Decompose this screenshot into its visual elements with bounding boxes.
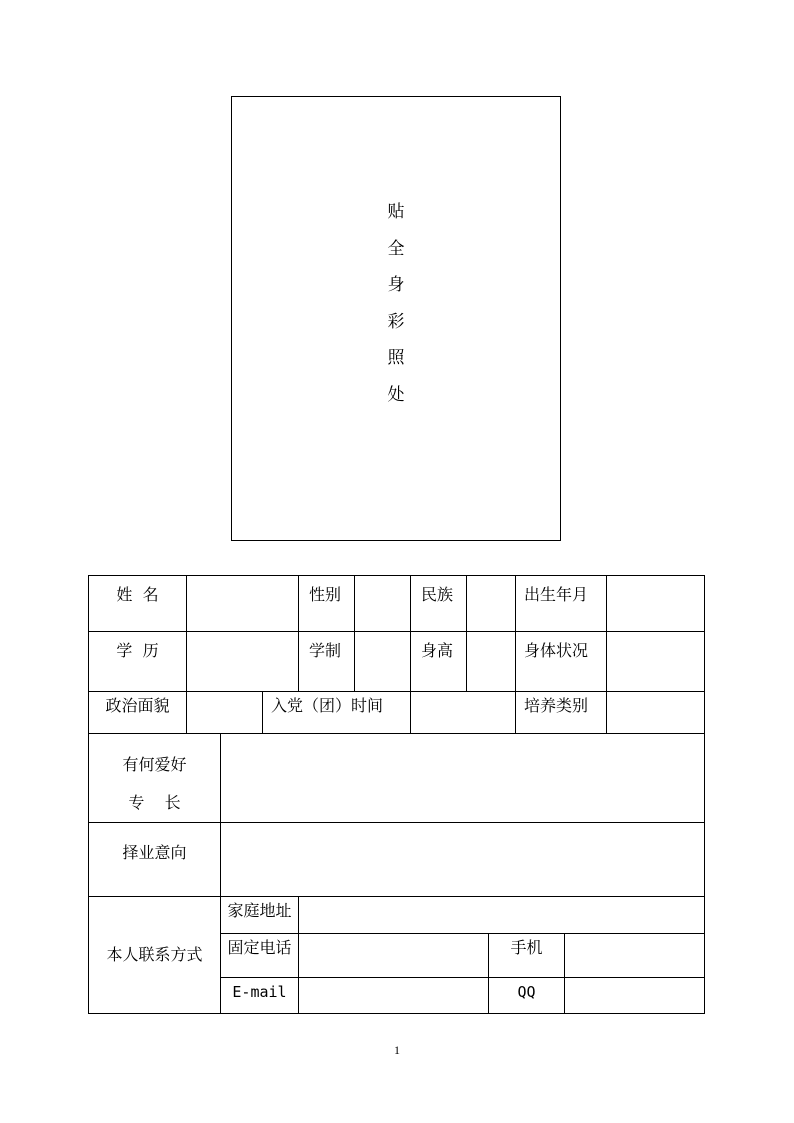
- education-label: 学 历: [89, 632, 187, 692]
- health-field[interactable]: [607, 632, 705, 692]
- ethnicity-field[interactable]: [467, 576, 516, 632]
- ethnicity-label: 民族: [411, 576, 467, 632]
- name-label: 姓 名: [89, 576, 187, 632]
- landline-label: 固定电话: [221, 934, 299, 978]
- photo-placeholder: [231, 96, 561, 541]
- education-field[interactable]: [187, 632, 299, 692]
- schooling-field[interactable]: [355, 632, 411, 692]
- landline-field[interactable]: [299, 934, 489, 978]
- gender-field[interactable]: [355, 576, 411, 632]
- registration-form: [88, 575, 705, 1014]
- height-label: 身高: [411, 632, 467, 692]
- career-label: 择业意向: [89, 823, 221, 897]
- photo-char: 身: [387, 275, 405, 295]
- email-label: E-mail: [221, 978, 299, 1014]
- address-label: 家庭地址: [221, 897, 299, 934]
- gender-label: 性别: [299, 576, 355, 632]
- birth-label: 出生年月: [516, 576, 607, 632]
- political-field[interactable]: [187, 692, 263, 734]
- photo-char: 彩: [387, 311, 405, 332]
- join-party-field[interactable]: [411, 692, 516, 734]
- political-label: 政治面貌: [89, 692, 187, 734]
- qq-field[interactable]: [565, 978, 705, 1014]
- training-label: 培养类别: [516, 692, 607, 734]
- page-number: 1: [394, 1043, 400, 1057]
- health-label: 身体状况: [516, 632, 607, 692]
- mobile-field[interactable]: [565, 934, 705, 978]
- name-field[interactable]: [187, 576, 299, 632]
- training-field[interactable]: [607, 692, 705, 734]
- birth-field[interactable]: [607, 576, 705, 632]
- photo-char: 处: [387, 384, 405, 405]
- photo-char: 贴: [387, 202, 405, 222]
- career-field[interactable]: [221, 823, 705, 897]
- height-field[interactable]: [467, 632, 516, 692]
- hobbies-label-line1: 有何爱好: [122, 755, 187, 774]
- hobbies-label-line2: 专 长: [128, 793, 181, 812]
- schooling-label: 学制: [299, 632, 355, 692]
- email-field[interactable]: [299, 978, 489, 1014]
- join-party-label: 入党（团）时间: [263, 692, 411, 734]
- photo-char: 照: [387, 348, 405, 368]
- qq-label: QQ: [489, 978, 565, 1014]
- hobbies-field[interactable]: [221, 734, 705, 823]
- contact-label: 本人联系方式: [89, 897, 221, 1014]
- hobbies-label: [89, 734, 221, 823]
- photo-char: 全: [387, 238, 405, 259]
- mobile-label: 手机: [489, 934, 565, 978]
- address-field[interactable]: [299, 897, 705, 934]
- photo-instruction: [232, 194, 560, 413]
